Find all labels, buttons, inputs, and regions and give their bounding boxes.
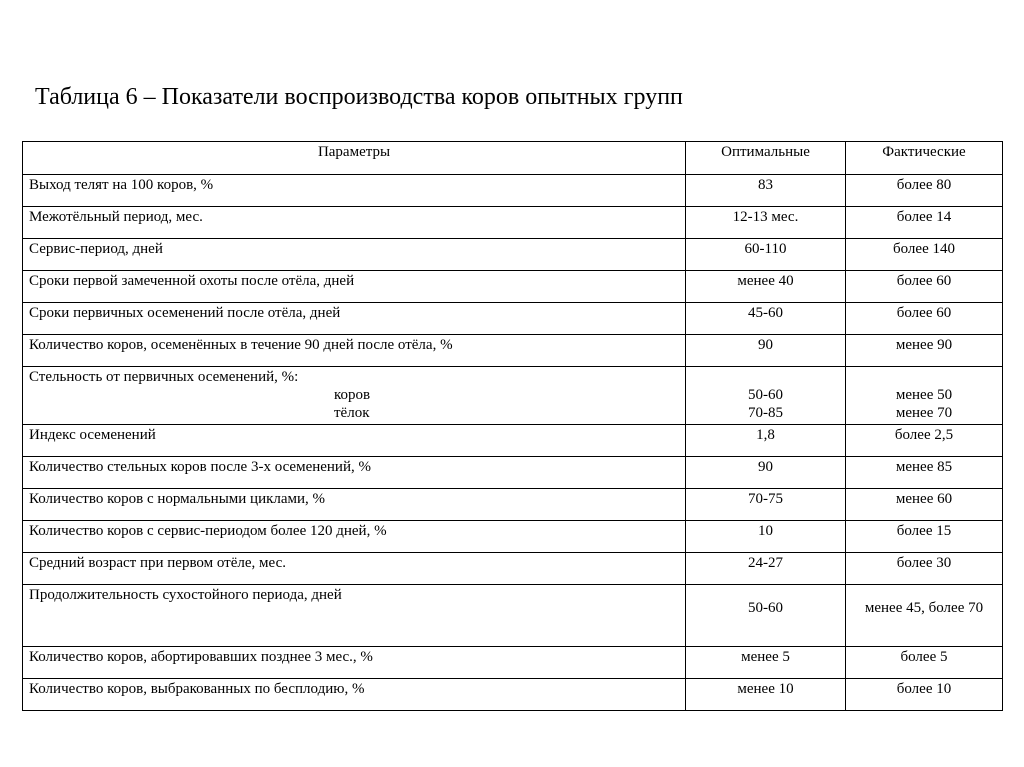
param-cell: Сроки первичных осеменений после отёла, дней [23,303,686,335]
optimal-cell: 70-75 [686,489,846,521]
actual-cell: менее 60 [846,489,1003,521]
actual-cell: более 60 [846,271,1003,303]
table-row [23,457,1003,489]
actual-cell: менее 90 [846,335,1003,367]
actual-cell: более 2,5 [846,425,1003,457]
param-cell: Количество коров с нормальными циклами, % [23,489,686,521]
actual-cell [846,585,1003,647]
table-row [23,335,1003,367]
optimal-cell: 24-27 [686,553,846,585]
param-cell: Сервис-период, дней [23,239,686,271]
optimal-cell: 90 [686,457,846,489]
dry-optimal: 50-60 [748,600,783,616]
param-cell [23,367,686,425]
pregnancy-sub-label-cows: коров [334,387,371,403]
optimal-cell: менее 10 [686,679,846,711]
pregnancy-optimal-heifers: 70-85 [748,405,783,421]
actual-cell: более 30 [846,553,1003,585]
header-actual: Фактические [846,142,1003,175]
pregnancy-row [23,367,1003,425]
optimal-cell: менее 40 [686,271,846,303]
optimal-cell: менее 5 [686,647,846,679]
param-cell: Индекс осеменений [23,425,686,457]
pregnancy-label: Стельность от первичных осеменений, %: [29,369,299,385]
actual-cell: более 60 [846,303,1003,335]
table-row [23,239,1003,271]
optimal-cell: 10 [686,521,846,553]
param-cell: Количество коров, выбракованных по бесплодию, % [23,679,686,711]
param-cell: Количество коров, абортировавших позднее 3 мес., % [23,647,686,679]
param-cell: Выход телят на 100 коров, % [23,175,686,207]
actual-cell [846,367,1003,425]
param-cell: Количество коров с сервис-периодом более 120 дней, % [23,521,686,553]
actual-cell: более 15 [846,521,1003,553]
pregnancy-optimal-cows: 50-60 [748,387,783,403]
table-row [23,489,1003,521]
optimal-cell [686,585,846,647]
table-row [23,679,1003,711]
reproduction-table [22,141,1003,711]
dry-actual: менее 45, более 70 [864,600,984,616]
actual-cell: более 5 [846,647,1003,679]
pregnancy-sub-label-heifers: тёлок [334,405,370,421]
dry-period-row [23,585,1003,647]
table-row [23,521,1003,553]
param-cell: Межотёльный период, мес. [23,207,686,239]
table-row [23,207,1003,239]
actual-cell: более 14 [846,207,1003,239]
optimal-cell: 45-60 [686,303,846,335]
header-parameters: Параметры [23,142,686,175]
optimal-cell: 60-110 [686,239,846,271]
table-header-row [23,142,1003,175]
param-cell: Продолжительность сухостойного периода, дней [23,585,686,647]
table-row [23,271,1003,303]
param-cell: Количество коров, осеменённых в течение 90 дней после отёла, % [23,335,686,367]
table-row [23,175,1003,207]
optimal-cell: 1,8 [686,425,846,457]
table-row [23,647,1003,679]
actual-cell: менее 85 [846,457,1003,489]
header-optimal: Оптимальные [686,142,846,175]
table-row [23,425,1003,457]
table-row [23,553,1003,585]
optimal-cell: 12-13 мес. [686,207,846,239]
table-row [23,303,1003,335]
optimal-cell: 90 [686,335,846,367]
param-cell: Количество стельных коров после 3-х осеменений, % [23,457,686,489]
pregnancy-actual-heifers: менее 70 [895,405,953,421]
param-cell: Сроки первой замеченной охоты после отёла, дней [23,271,686,303]
table-title: Таблица 6 – Показатели воспроизводства коров опытных групп [35,84,683,110]
actual-cell: более 80 [846,175,1003,207]
pregnancy-actual-cows: менее 50 [895,387,953,403]
optimal-cell [686,367,846,425]
optimal-cell: 83 [686,175,846,207]
param-cell: Средний возраст при первом отёле, мес. [23,553,686,585]
actual-cell: более 140 [846,239,1003,271]
actual-cell: более 10 [846,679,1003,711]
